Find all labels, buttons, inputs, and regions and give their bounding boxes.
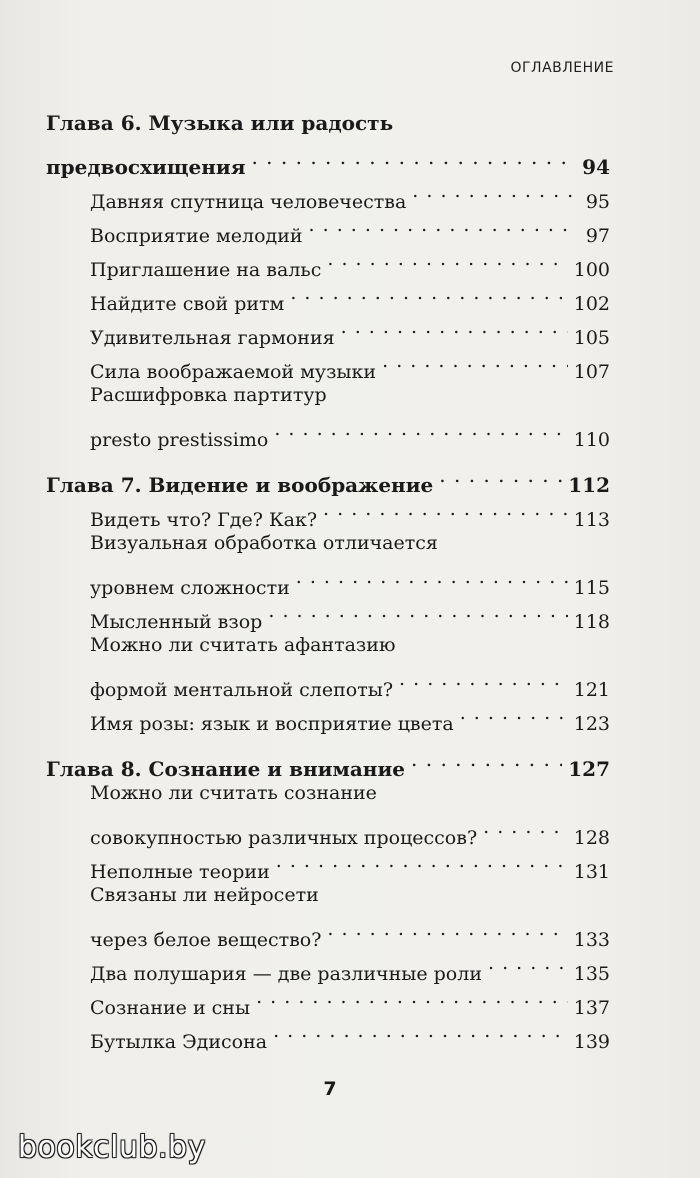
section-title: формой ментальной слепоты? (90, 679, 394, 701)
toc-section (46, 242, 610, 281)
section-title: presto prestissimo (90, 429, 269, 451)
section-title: Приглашение на вальс (90, 259, 322, 281)
toc-section (46, 696, 610, 735)
toc-chapter-6 (46, 106, 610, 179)
page-number: 131 (573, 861, 610, 883)
page-number: 118 (573, 611, 610, 633)
chapter-title: Глава 6. Музыка или радость (46, 111, 394, 135)
toc-section (46, 378, 610, 451)
page-number: 112 (568, 473, 610, 497)
page-number: 115 (573, 577, 610, 599)
running-head: ОГЛАВЛЕНИЕ (510, 60, 614, 76)
toc-chapter-7 (46, 458, 610, 497)
section-title: Восприятие мелодий (90, 225, 303, 247)
page-number: 121 (573, 679, 610, 701)
page-number: 107 (573, 361, 610, 383)
page-number: 133 (573, 929, 610, 951)
toc-section (46, 276, 610, 315)
page-number: 100 (573, 259, 610, 281)
toc-section (46, 344, 610, 383)
page-number: 105 (573, 327, 610, 349)
toc-section (46, 878, 610, 951)
chapter-title: Глава 7. Видение и воображение (46, 473, 434, 497)
section-title: Найдите свой ритм (90, 293, 285, 315)
page-number: 123 (573, 713, 610, 735)
section-title: Можно ли считать афантазию (90, 634, 396, 656)
page-number: 135 (573, 963, 610, 985)
watermark-logo: bookclub.by (18, 1130, 206, 1165)
section-title: Визуальная обработка отличается (90, 532, 438, 554)
toc-chapter-8 (46, 742, 610, 781)
page-number: 110 (573, 429, 610, 451)
section-title: Два полушария — две различные роли (90, 963, 482, 985)
toc-section (46, 526, 610, 599)
page-number: 102 (573, 293, 610, 315)
section-title: Связаны ли нейросети (90, 884, 319, 906)
page-number: 95 (585, 191, 610, 213)
page-number: 139 (573, 1031, 610, 1053)
toc-section (46, 310, 610, 349)
toc-section (46, 946, 610, 985)
chapter-title: предвосхищения (46, 155, 246, 179)
section-title: Сознание и сны (90, 997, 251, 1019)
table-of-contents (46, 106, 610, 1053)
page-number: 137 (573, 997, 610, 1019)
section-title: через белое вещество? (90, 929, 322, 951)
page-number: 113 (573, 509, 610, 531)
page-number: 94 (582, 155, 610, 179)
toc-section (46, 492, 610, 531)
section-title: Расшифровка партитур (90, 384, 327, 406)
toc-section (46, 844, 610, 883)
section-title: совокупностью различных процессов? (90, 827, 478, 849)
section-title: Бутылка Эдисона (90, 1031, 268, 1053)
toc-section (46, 174, 610, 213)
page-number: 97 (585, 225, 610, 247)
page-number: 127 (568, 757, 610, 781)
toc-section (46, 980, 610, 1019)
toc-section (46, 1014, 610, 1053)
section-title: Сила воображаемой музыки (90, 361, 377, 383)
toc-section (46, 776, 610, 849)
toc-section (46, 208, 610, 247)
toc-section (46, 594, 610, 633)
section-title: Имя розы: язык и восприятие цвета (90, 713, 454, 735)
section-title: Давняя спутница человечества (90, 191, 407, 213)
section-title: Неполные теории (90, 861, 270, 883)
section-title: Мысленный взор (90, 611, 263, 633)
toc-section (46, 628, 610, 701)
page-folio: 7 (323, 1078, 337, 1100)
section-title: Видеть что? Где? Как? (90, 509, 318, 531)
section-title: Можно ли считать сознание (90, 782, 377, 804)
section-title: уровнем сложности (90, 577, 290, 599)
section-title: Удивительная гармония (90, 327, 335, 349)
page-number: 128 (573, 827, 610, 849)
chapter-title: Глава 8. Сознание и внимание (46, 757, 406, 781)
